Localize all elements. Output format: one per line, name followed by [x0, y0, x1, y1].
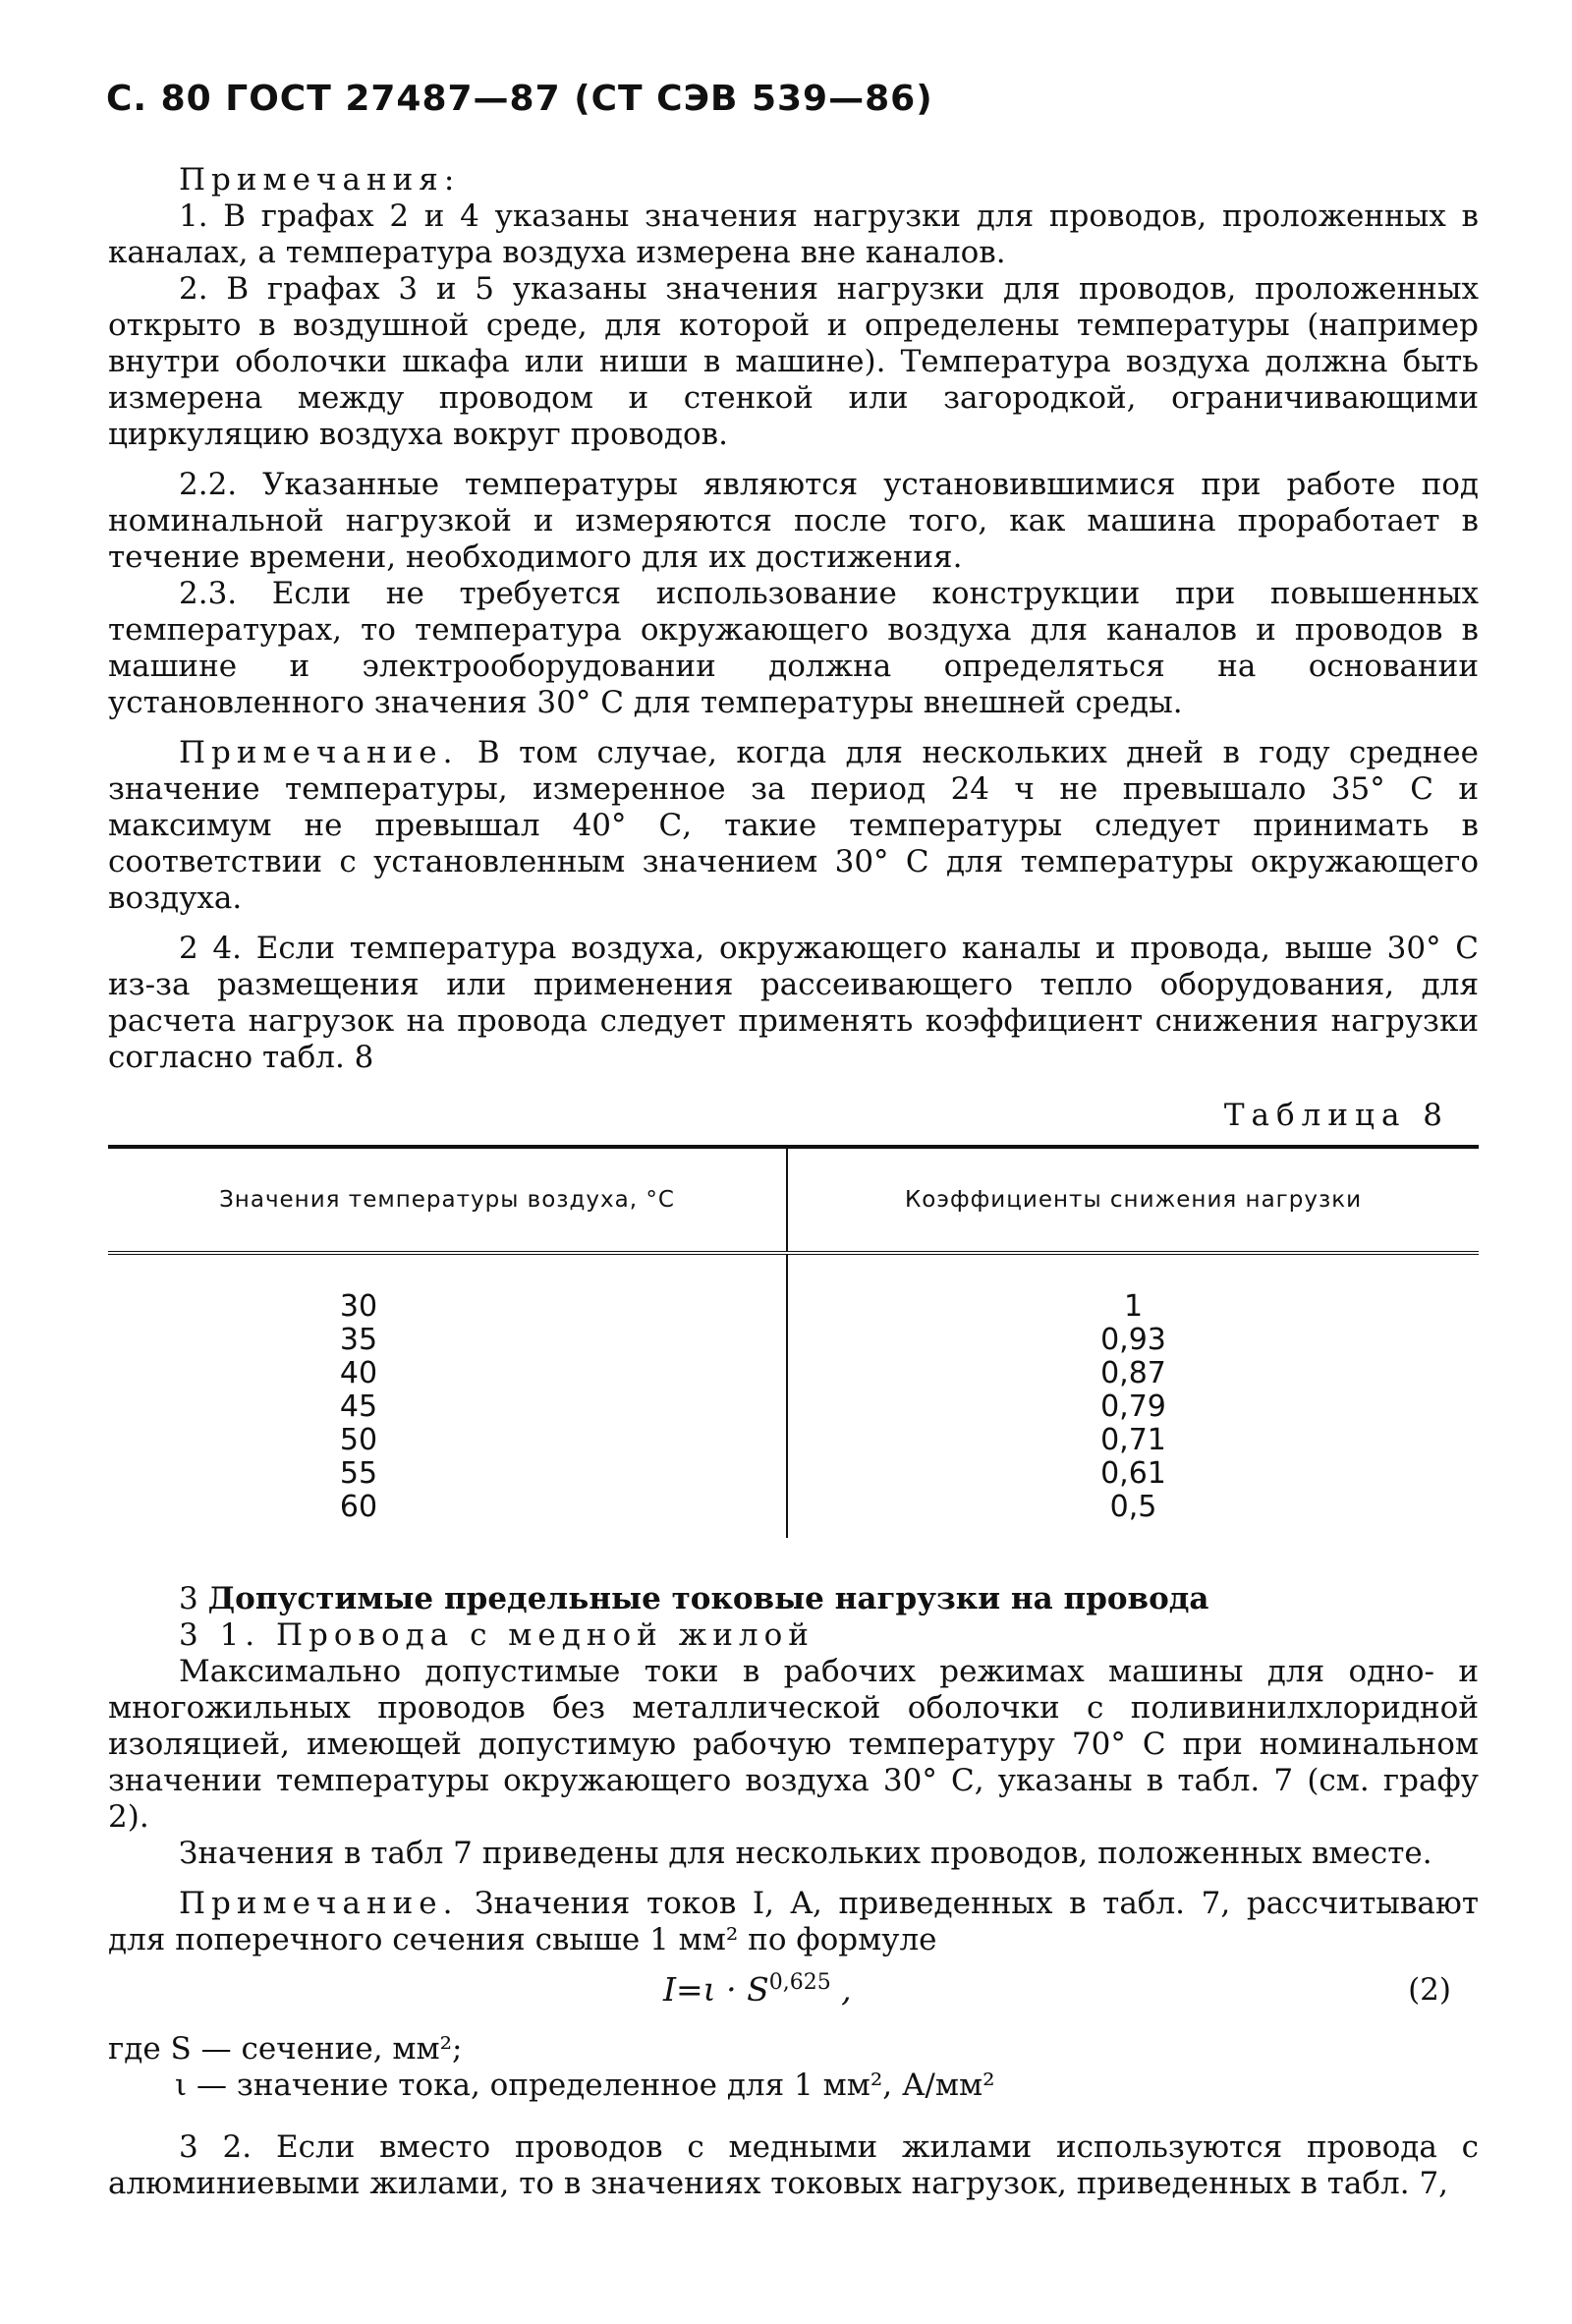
paragraph-3-1-b: Значения в табл 7 приведены для нескольких проводов, положенных вместе. — [179, 1836, 1432, 1871]
note-3-label: Примечание. — [179, 735, 459, 770]
formula-base: I=ι · S — [663, 1970, 769, 2009]
paragraph-2-2: 2.2. Указанные температуры являются установившимися при работе под номинальной нагрузкой и измеряются после того, как машина проработает в течение времени, необходимого для их достижения. — [108, 467, 1479, 575]
cell-temperature: 30 — [108, 1253, 787, 1324]
formula-legend — [108, 2031, 1479, 2104]
note-4-label: Примечание. — [179, 1886, 459, 1921]
paragraph-3-2: 3 2. Если вместо проводов с медными жилами используются провода с алюминиевыми жилами, то в значениях токовых нагрузок, приведенных в табл. 7, — [108, 2129, 1479, 2201]
notes-title: Примечания: — [179, 162, 461, 198]
document-page — [108, 79, 1479, 2202]
cell-temperature: 60 — [108, 1491, 787, 1538]
note-4 — [108, 1886, 1479, 1958]
section-3-title: Допустимые предельные токовые нагрузки на провода — [207, 1581, 1209, 1616]
note-3-text: В том случае, когда для нескольких дней в году среднее значение температуры, измеренное за период 24 ч не превышало 35° С и максимум не превышал 40° С, такие температуры следует принимать в соответствии с установленным значением 30° С для температуры окружающего воздуха. — [108, 735, 1479, 916]
paragraph-2-3: 2.3. Если не требуется использование конструкции при повышенных температурах, то температура окружающего воздуха для каналов и проводов в машине и электрооборудовании должна определяться на основании установленного значения 30° С для температуры внешней среды. — [108, 576, 1479, 720]
cell-temperature: 40 — [108, 1357, 787, 1390]
cell-coefficient: 0,71 — [1100, 1423, 1166, 1457]
cell-coefficient: 0,79 — [1100, 1389, 1166, 1424]
cell-coefficient: 0,93 — [1100, 1323, 1166, 1357]
table-row — [108, 1457, 1479, 1491]
note-3 — [108, 735, 1479, 917]
formula-expression — [663, 1970, 852, 2009]
cell-coefficient: 0,5 — [1109, 1490, 1157, 1524]
formula-number: (2) — [1408, 1972, 1451, 2008]
table-8 — [108, 1145, 1479, 1538]
cell-coefficient: 1 — [1123, 1289, 1144, 1324]
table-caption: Таблица 8 — [1223, 1098, 1449, 1133]
table-row — [108, 1491, 1479, 1538]
cell-coefficient: 0,61 — [1100, 1456, 1166, 1491]
formula-2 — [108, 1966, 1479, 2025]
legend-line-s: где S — сечение, мм²; — [108, 2031, 463, 2067]
cell-temperature: 50 — [108, 1424, 787, 1457]
cell-coefficient: 0,87 — [1100, 1356, 1166, 1390]
column-header-temperature: Значения температуры воздуха, °С — [108, 1147, 787, 1253]
cell-temperature: 55 — [108, 1457, 787, 1491]
section-3-heading — [108, 1581, 1479, 1617]
paragraph-2-4: 2 4. Если температура воздуха, окружающего каналы и провода, выше 30° С из-за размещения или применения рассеивающего тепло оборудования, для расчета нагрузок на провода следует применять коэффициент снижения нагрузки согласно табл. 8 — [108, 931, 1479, 1075]
table-row — [108, 1253, 1479, 1324]
cell-temperature: 35 — [108, 1324, 787, 1357]
table-row — [108, 1324, 1479, 1357]
note-2: 2. В графах 3 и 5 указаны значения нагрузки для проводов, проложенных открыто в воздушной среде, для которой и определены температуры (например внутри оболочки шкафа или ниши в машине). Температура воздуха должна быть измерена между проводом и стенкой или загородкой, ограничивающими циркуляцию воздуха вокруг проводов. — [108, 271, 1479, 452]
page-header: С. 80 ГОСТ 27487—87 (СТ СЭВ 539—86) — [106, 79, 933, 119]
subsection-3-1-heading: 3 1. Провода с медной жилой — [179, 1617, 814, 1653]
note-4-text: Значения токов I, A, приведенных в табл. 7, рассчитывают для поперечного сечения свыше 1 мм² по формуле — [108, 1886, 1479, 1957]
table-row — [108, 1357, 1479, 1390]
formula-tail: , — [830, 1970, 852, 2009]
cell-temperature: 45 — [108, 1390, 787, 1424]
section-3-number: 3 — [179, 1581, 208, 1616]
legend-line-i: ι — значение тока, определенное для 1 мм², А/мм² — [175, 2068, 995, 2103]
table-row — [108, 1424, 1479, 1457]
paragraph-3-1-a: Максимально допустимые токи в рабочих режимах машины для одно- и многожильных проводов без металлической оболочки с поливинилхлоридной изоляцией, имеющей допустимую рабочую температуру 70° С при номинальном значении температуры окружающего воздуха 30° С, указаны в табл. 7 (см. графу 2). — [108, 1654, 1479, 1835]
note-1: 1. В графах 2 и 4 указаны значения нагрузки для проводов, проложенных в каналах, а температура воздуха измерена вне каналов. — [108, 198, 1479, 270]
table-row — [108, 1390, 1479, 1424]
column-header-coefficient: Коэффициенты снижения нагрузки — [787, 1147, 1479, 1253]
formula-exponent: 0,625 — [768, 1970, 831, 1995]
